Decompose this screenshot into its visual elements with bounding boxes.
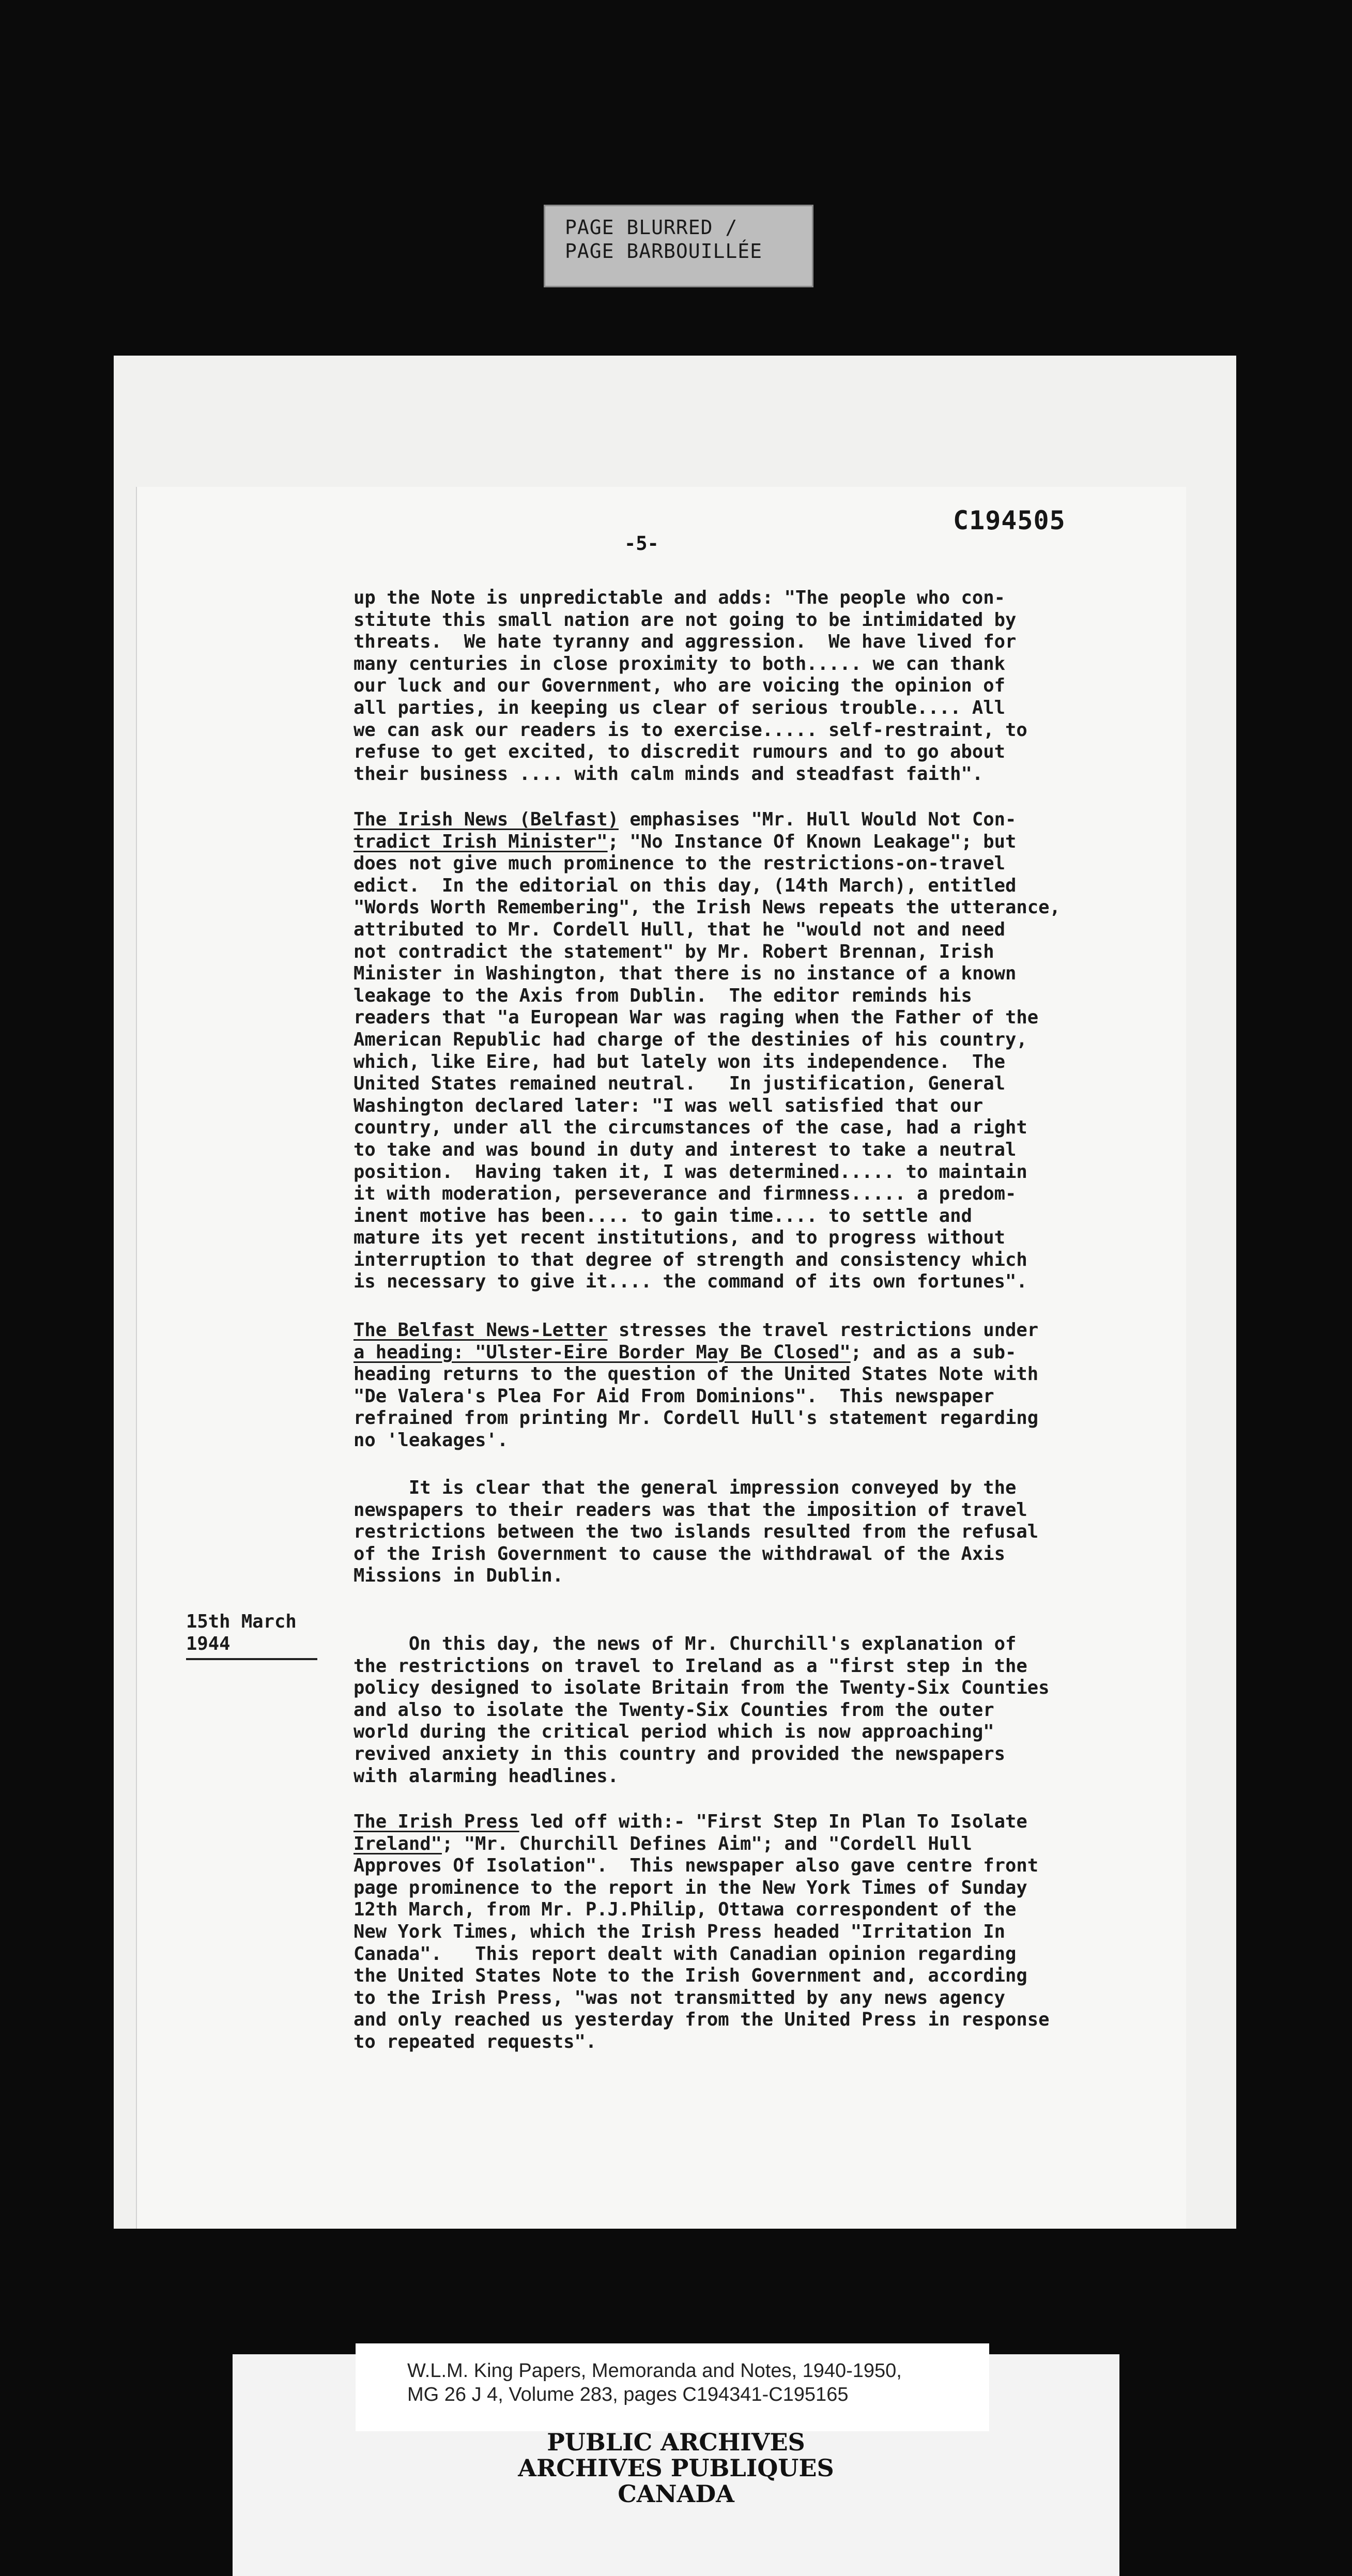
para3-line: "De Valera's Plea For Aid From Dominions". This newspaper — [354, 1385, 994, 1407]
para1-line: up the Note is unpredictable and adds: "The people who con- — [354, 587, 1005, 608]
para6-line: Approves Of Isolation". This newspaper also gave centre front — [354, 1855, 1039, 1877]
archive-reference — [356, 2343, 989, 2431]
page-blurred-stamp — [544, 205, 813, 287]
para2-line: United States remained neutral. In justification, General — [354, 1073, 1005, 1095]
newspaper-title-belfast-news-letter: The Belfast News-Letter — [354, 1320, 608, 1341]
para2-line: attributed to Mr. Cordell Hull, that he "would not and need — [354, 918, 1005, 940]
para2-line: Washington declared later: "I was well satisfied that our — [354, 1095, 984, 1116]
paragraph-3-line-1: The Belfast News-Letter stresses the travel restrictions under — [354, 1320, 1039, 1341]
para2-line: country, under all the circumstances of the case, had a right — [354, 1117, 1027, 1139]
para1-line: refuse to get excited, to discredit rumours and to go about — [354, 741, 1005, 763]
reference-line-2: MG 26 J 4, Volume 283, pages C194341-C195165 — [407, 2384, 849, 2405]
para5-line: On this day, the news of Mr. Churchill's explanation of — [354, 1633, 1017, 1654]
paragraph-6 — [354, 1811, 1180, 2053]
paragraph-4 — [354, 1477, 1180, 1587]
stamp-line-en: PAGE BLURRED / — [565, 216, 738, 239]
para4-line: newspapers to their readers was that the imposition of travel — [354, 1499, 1027, 1521]
para2-line: not contradict the statement" by Mr. Robert Brennan, Irish — [354, 941, 994, 962]
reference-line-1: W.L.M. King Papers, Memoranda and Notes, 1940-1950, — [407, 2360, 902, 2382]
para2-line: is necessary to give it.... the command of its own fortunes". — [354, 1271, 1027, 1293]
para5-line: with alarming headlines. — [354, 1765, 619, 1787]
para2-line: "Words Worth Remembering", the Irish News repeats the utterance, — [354, 897, 1061, 918]
para4-line: It is clear that the general impression conveyed by the — [354, 1477, 1017, 1498]
para1-line: stitute this small nation are not going to be intimidated by — [354, 609, 1017, 631]
para5-line: and also to isolate the Twenty-Six Counties from the outer — [354, 1699, 994, 1721]
headline-underlined: tradict Irish Minister" — [354, 831, 608, 852]
para3-line: heading returns to the question of the United States Note with — [354, 1363, 1039, 1385]
para6-line: to repeated requests". — [354, 2031, 597, 2052]
para1-line: all parties, in keeping us clear of serious trouble.... All — [354, 697, 1005, 718]
para2-line: edict. In the editorial on this day, (14th March), entitled — [354, 875, 1017, 896]
para3-line: refrained from printing Mr. Cordell Hull's statement regarding — [354, 1407, 1039, 1429]
paragraph-6-line-2: Ireland"; "Mr. Churchill Defines Aim"; and "Cordell Hull — [354, 1833, 972, 1854]
para6-line: page prominence to the report in the New York Times of Sunday — [354, 1877, 1027, 1898]
para2-line: mature its yet recent institutions, and to progress without — [354, 1227, 1005, 1249]
page-number: -5- — [624, 532, 659, 555]
para2-line: interruption to that degree of strength and consistency which — [354, 1249, 1027, 1270]
para3-line: no 'leakages'. — [354, 1429, 509, 1451]
para5-line: policy designed to isolate Britain from the Twenty-Six Counties — [354, 1677, 1050, 1699]
para4-line: restrictions between the two islands resulted from the refusal — [354, 1521, 1039, 1543]
archives-en: PUBLIC ARCHIVES — [547, 2428, 805, 2456]
paragraph-3-body — [354, 1363, 1180, 1451]
archives-fr: ARCHIVES PUBLIQUES — [518, 2454, 834, 2482]
para1-line: we can ask our readers is to exercise..... self-restraint, to — [354, 719, 1027, 741]
para5-line: revived anxiety in this country and provided the newspapers — [354, 1743, 1005, 1765]
newspaper-title-irish-news: The Irish News (Belfast) — [354, 809, 619, 830]
paragraph-6-body — [354, 1855, 1180, 2053]
headline-underlined: a heading: "Ulster-Eire Border May Be Closed" — [354, 1341, 851, 1363]
paragraph-1 — [354, 587, 1180, 785]
stamp-line-fr: PAGE BARBOUILLÉE — [565, 240, 763, 263]
para2-line: it with moderation, perseverance and firmness..... a predom- — [354, 1183, 1017, 1205]
public-archives-stamp — [465, 2429, 887, 2507]
para1-line: their business .... with calm minds and steadfast faith". — [354, 763, 984, 785]
paragraph-2-line-2: tradict Irish Minister"; "No Instance Of Known Leakage"; but — [354, 831, 1017, 852]
para6-line: the United States Note to the Irish Government and, according — [354, 1965, 1027, 1987]
margin-date-underline — [186, 1658, 317, 1660]
para1-line: our luck and our Government, who are voicing the opinion of — [354, 675, 1005, 697]
para5-line: the restrictions on travel to Ireland as a "first step in the — [354, 1655, 1027, 1677]
newspaper-title-irish-press: The Irish Press — [354, 1811, 519, 1832]
para1-line: many centuries in close proximity to both..... we can thank — [354, 653, 1005, 674]
paragraph-5 — [354, 1633, 1180, 1787]
paragraph-6-line-1: The Irish Press led off with:- "First Step In Plan To Isolate — [354, 1811, 1027, 1832]
document-number: C194505 — [953, 505, 1066, 535]
paragraph-2-line-1: The Irish News (Belfast) emphasises "Mr. Hull Would Not Con- — [354, 809, 1017, 830]
para2-line: does not give much prominence to the restrictions-on-travel — [354, 853, 1005, 875]
para2-line: which, like Eire, had but lately won its independence. The — [354, 1051, 1005, 1072]
para5-line: world during the critical period which is now approaching" — [354, 1721, 994, 1743]
para2-line: leakage to the Axis from Dublin. The editor reminds his — [354, 985, 972, 1006]
para6-line: New York Times, which the Irish Press headed "Irritation In — [354, 1921, 1005, 1942]
headline-underlined: Ireland" — [354, 1833, 442, 1854]
para6-line: to the Irish Press, "was not transmitted by any news agency — [354, 1987, 1005, 2008]
para6-line: Canada". This report dealt with Canadian opinion regarding — [354, 1943, 1017, 1965]
archives-country: CANADA — [618, 2480, 734, 2508]
paragraph-3 — [354, 1320, 1180, 1452]
para4-line: Missions in Dublin. — [354, 1565, 564, 1587]
para4-line: of the Irish Government to cause the withdrawal of the Axis — [354, 1543, 1005, 1565]
para1-line: threats. We hate tyranny and aggression. We have lived for — [354, 631, 1017, 653]
margin-date: 15th March 1944 — [186, 1611, 297, 1654]
para2-line: position. Having taken it, I was determined..... to maintain — [354, 1161, 1027, 1183]
para2-line: Minister in Washington, that there is no instance of a known — [354, 963, 1017, 985]
paragraph-2 — [354, 809, 1180, 1293]
para2-line: readers that "a European War was raging when the Father of the — [354, 1007, 1039, 1029]
para2-line: inent motive has been.... to gain time.... to settle and — [354, 1205, 972, 1226]
para6-line: and only reached us yesterday from the United Press in response — [354, 2009, 1050, 2031]
para6-line: 12th March, from Mr. P.J.Philip, Ottawa correspondent of the — [354, 1899, 1017, 1921]
paragraph-2-body — [354, 853, 1180, 1293]
para2-line: American Republic had charge of the destinies of his country, — [354, 1029, 1027, 1050]
paragraph-3-line-2: a heading: "Ulster-Eire Border May Be Closed"; and as a sub- — [354, 1341, 1017, 1363]
para2-line: to take and was bound in duty and interest to take a neutral — [354, 1139, 1017, 1160]
